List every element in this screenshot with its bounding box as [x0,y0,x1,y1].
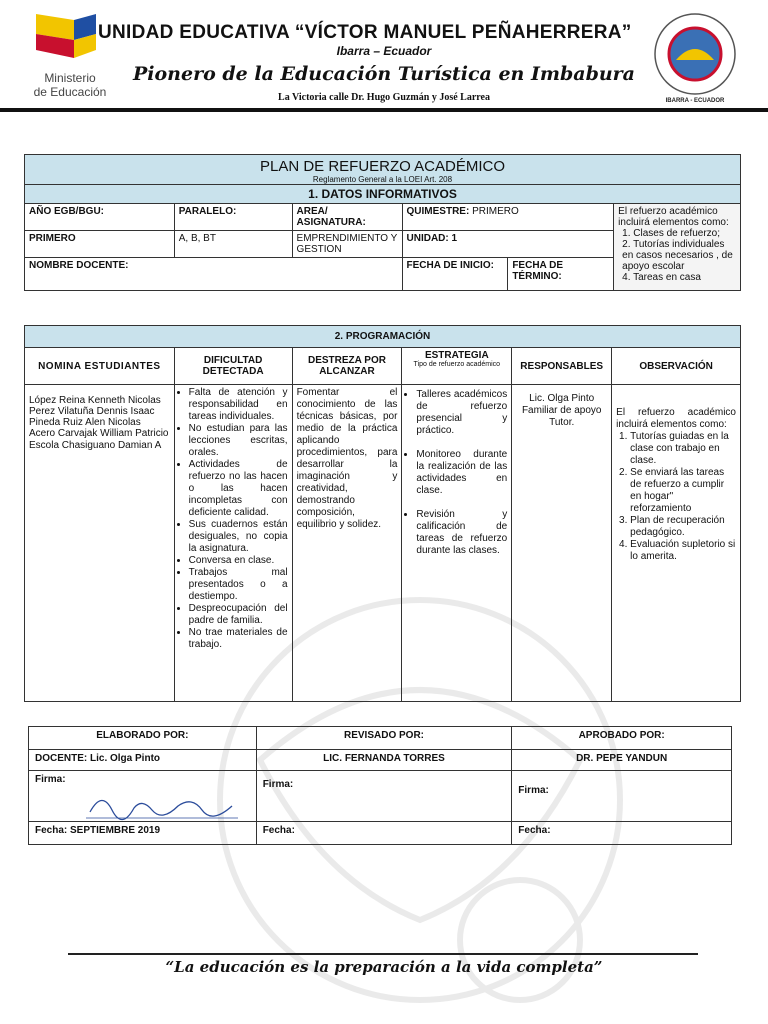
strategy-item: • Talleres académicos de refuerzo presencial y práctico. [416,389,507,437]
difficulty-item: • Trabajos mal presentados o a destiempo. [189,567,288,603]
firma-label: Firma: [256,771,512,822]
fecha-revisado: Fecha: [256,822,512,845]
plan-regulation: Reglamento General a la LOEI Art. 208 [312,175,453,184]
label-inicio: FECHA DE INICIO: [402,258,508,291]
header-dificultad: DIFICULTAD DETECTADA [174,348,292,385]
section1-title: 1. DATOS INFORMATIVOS [25,185,741,204]
header-observacion: OBSERVACIÓN [612,348,741,385]
student-row: Acero Carvajak William Patricio [29,428,169,439]
label-ano: AÑO EGB/BGU: [25,204,175,231]
label-paralelo: PARALELO: [174,204,292,231]
difficulty-item: • No trae materiales de trabajo. [189,627,288,651]
observacion-list [616,431,736,563]
student-row: Escola Chasiguano Damian A [29,440,162,451]
header-estrategia: ESTRATEGIA [424,350,489,361]
value-paralelo: A, B, BT [174,231,292,258]
plan-title: PLAN DE REFUERZO ACADÉMICO [259,158,506,175]
fecha-elaborado: Fecha: SEPTIEMBRE 2019 [29,822,257,845]
school-city: Ibarra – Ecuador [336,44,432,58]
side-note-item: 2. Tutorías individuales en casos necesarios , de apoyo escolar [622,239,733,272]
observacion-item: 4. Evaluación supletorio si lo amerita. [630,539,736,563]
seal-bottom-text: IBARRA - ECUADOR [665,98,725,104]
difficulty-item: • Sus cuadernos están desiguales, no copia la asignatura. [189,519,288,555]
value-unidad: 1 [451,233,458,244]
side-note-item: 1. Clases de refuerzo; [622,228,720,239]
ministerio-line2: de Educación [33,85,107,99]
header-destreza: DESTREZA POR ALCANZAR [292,348,402,385]
school-seal-icon [646,8,744,106]
responsables-text: Lic. Olga Pinto Familiar de apoyo Tutor. [512,385,612,702]
revisor-name: LIC. FERNANDA TORRES [256,750,512,771]
strategy-item: • Revisión y calificación de tareas de refuerzo durante las clases. [416,509,507,557]
elaborado-label: ELABORADO POR: [29,727,257,750]
firma-label: Firma: [512,771,732,822]
docente-name: DOCENTE: Lic. Olga Pinto [29,750,257,771]
observacion-item: 2. Se enviará las tareas de refuerzo a cumplir en hogar" reforzamiento [630,467,736,515]
school-motto: Pionero de la Educación Turística en Imbabura [132,63,635,85]
school-address: La Victoria calle Dr. Hugo Guzmán y José Larrea [278,92,490,103]
footer-rule [68,953,698,955]
difficulty-item: • Conversa en clase. [189,555,288,567]
datos-informativos-table [24,154,741,291]
aprobado-label: APROBADO POR: [512,727,732,750]
value-quimestre: PRIMERO [472,206,519,217]
observacion-intro: El refuerzo académico incluirá elementos como: [616,407,736,430]
header-rule [0,108,768,112]
destreza-text: Fomentar el conocimiento de las técnicas básicas, por medio de la práctica aplicando procedimientos, para desarrollar la imaginación y creatividad, demostrando composición, equilibrio y solidez. [292,385,402,702]
side-note-intro: El refuerzo académico incluirá elementos como: [618,206,729,228]
label-unidad: UNIDAD: [406,233,449,244]
header-responsables: RESPONSABLES [512,348,612,385]
label-area: AREA/ ASIGNATURA: [292,204,402,231]
value-ano: PRIMERO [25,231,175,258]
difficulty-item: • Falta de atención y responsabilidad en tareas individuales. [189,387,288,423]
label-quimestre: QUIMESTRE: [406,206,470,217]
value-area: EMPRENDIMIENTO Y GESTION [292,231,402,258]
difficulty-item: • Despreocupación del padre de familia. [189,603,288,627]
strategy-item: • Monitoreo durante la realización de las actividades en clase. [416,449,507,497]
fecha-aprobado: Fecha: [512,822,732,845]
ministerio-line1: Ministerio [44,71,96,85]
difficulties-list [179,387,288,651]
student-row: López Reina Kenneth Nicolas [29,395,161,406]
header-nomina: NOMINA ESTUDIANTES [25,348,175,385]
observacion-item: 1. Tutorías guiadas en la clase con trabajo en clase. [630,431,736,467]
firma-label: Firma: [29,771,257,822]
revisado-label: REVISADO POR: [256,727,512,750]
school-name: UNIDAD EDUCATIVA “VÍCTOR MANUEL PEÑAHERRERA” [98,22,632,43]
footer-quote: “La educación es la preparación a la vida completa” [165,958,603,976]
difficulty-item: • No estudian para las lecciones escritas, orales. [189,423,288,459]
programacion-table [24,325,741,702]
difficulty-item: • Actividades de refuerzo no las hacen o las hacen incompletas con deficiente calidad. [189,459,288,519]
observacion-item: 3. Plan de recuperación pedagógico. [630,515,736,539]
student-row: Pineda Ruiz Alen Nicolas [29,417,141,428]
strategies-list [406,387,507,557]
label-docente: NOMBRE DOCENTE: [25,258,403,291]
aprobador-name: DR. PEPE YANDUN [512,750,732,771]
header-estrategia-sub: Tipo de refuerzo académico [413,361,501,368]
signature-icon [82,782,242,830]
label-termino: FECHA DE TÉRMINO: [508,258,614,291]
student-row: Perez Vilatuña Dennis Isaac [29,406,155,417]
side-note-item: 4. Tareas en casa [622,272,701,283]
section2-title: 2. PROGRAMACIÓN [25,326,741,348]
